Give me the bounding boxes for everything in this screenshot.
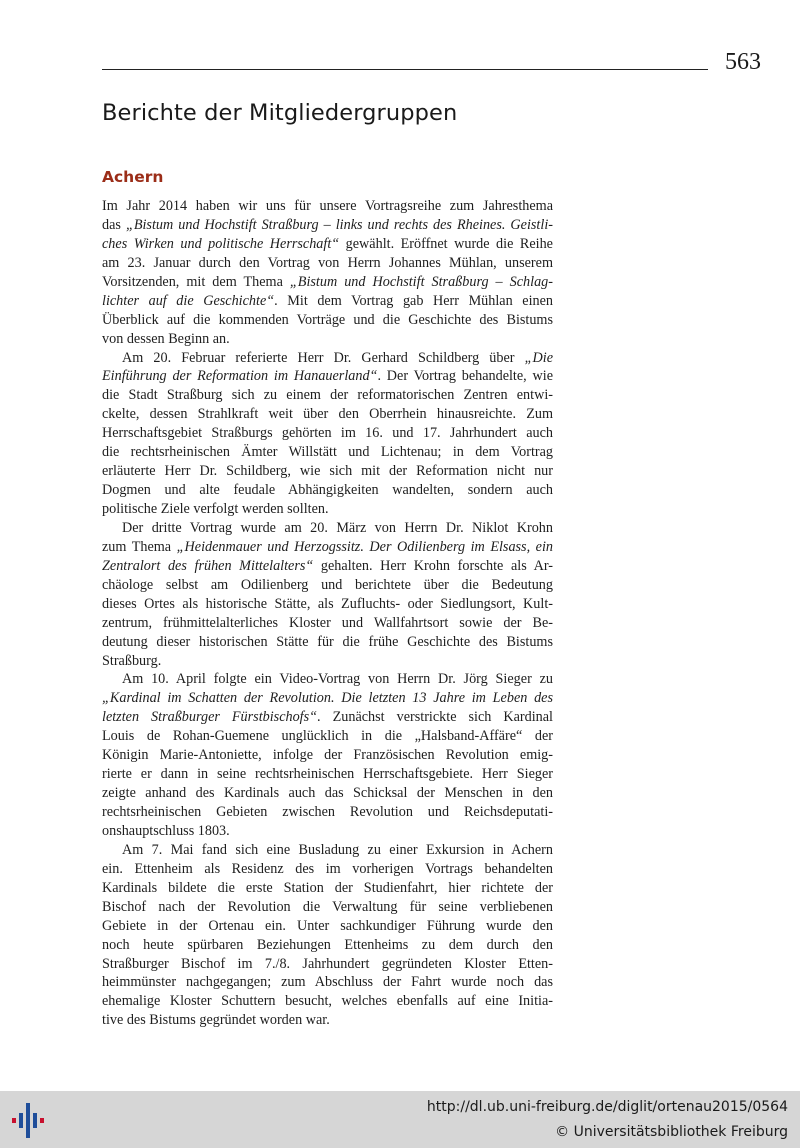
text-run: onshauptschluss 1803. [102,822,230,839]
text-run: . Der Vortrag behandelte, wie [377,368,554,385]
text-line [102,973,553,992]
text-line [102,765,553,784]
text-line [102,652,553,671]
text-run: Dogmen und alte feudale Abhängigkeiten wandelten, sondern auch [102,482,553,499]
italic-text: Zentralort des frühen Mittelalters“ [102,557,314,574]
text-line [102,216,553,235]
text-run: zentrum, frühmittelalterliches Kloster und Wallfahrtsort sowie der Be- [102,614,553,631]
text-line [102,311,553,330]
text-line [102,689,553,708]
text-line [102,727,553,746]
text-run: das [102,216,126,233]
subsection-title-achern: Achern [102,168,164,186]
text-run: Im Jahr 2014 haben wir uns für unsere Vortragsreihe zum Jahresthema [102,198,553,214]
text-run: gewählt. Eröffnet wurde die Reihe [339,235,553,252]
italic-text: letzten Straßburger Fürstbischofs“ [102,709,318,726]
footer-copyright: © Universitätsbibliothek Freiburg [555,1124,788,1140]
header-rule [102,69,708,70]
italic-text: „Die [524,349,553,366]
text-line [102,386,553,405]
text-run: Louis de Rohan-Guemene unglücklich in die „Halsband-Affäre“ der [102,728,553,745]
text-run: Am 10. April folgte ein Video-Vortrag von Herrn Dr. Jörg Sieger zu [122,671,553,688]
text-run: Bischof nach der Revolution die Verwaltung für seine verbliebenen [102,898,553,915]
page-number: 563 [725,49,761,75]
text-line [102,481,553,500]
text-line [102,576,553,595]
text-run: Herrschaftsgebiet Straßburgs gehörten im 16. und 17. Jahrhundert auch [102,425,553,442]
text-line [102,803,553,822]
text-run: Straßburger Bischof im 7./8. Jahrhundert gegründeten Kloster Etten- [102,955,553,972]
text-run: rierte er dann in seine rechtsrheinischen Herrschaftsgebiete. Herr Sieger [102,766,553,783]
text-run: Königin Marie-Antoniette, infolge der Französischen Revolution emig- [102,747,553,764]
text-line [102,614,553,633]
text-line [102,822,553,841]
italic-text: ches Wirken und politische Herrschaft“ [102,235,340,252]
text-run: Der dritte Vortrag wurde am 20. März von Herrn Dr. Niklot Krohn [122,519,553,536]
text-line [102,898,553,917]
text-run: rechtsrheinischen Gebieten zwischen Revolution und Reichsdeputati- [102,804,553,820]
article-body [102,197,553,1030]
paragraph [102,841,553,1030]
text-line [102,992,553,1011]
paragraph [102,519,553,671]
text-line [102,860,553,879]
text-line [102,917,553,936]
text-run: am 23. Januar durch den Vortrag von Herrn Johannes Mühlan, unserem [102,254,553,271]
text-run: Vorsitzenden, mit dem Thema [102,273,290,290]
text-run: Straßburg. [102,652,162,669]
footer-url-link[interactable]: http://dl.ub.uni-freiburg.de/diglit/ortenau2015/0564 [426,1099,788,1115]
italic-text: lichter auf die Geschichte“ [102,292,275,309]
text-line [102,443,553,462]
text-run: . Zunächst verstrickte sich Kardinal [317,709,554,726]
italic-text: „Heidenmauer und Herzogssitz. Der Odilienberg im Elsass, ein [176,538,553,555]
text-run: heimmünster nachgegangen; zum Abschluss der Fahrt wurde noch das [102,974,553,991]
text-run: Kardinals bildete die erste Station der Studienfahrt, hier richtete der [102,879,553,896]
text-line [102,367,553,386]
text-line [102,538,553,557]
paragraph [102,349,553,519]
text-line [102,254,553,273]
italic-text: „Kardinal im Schatten der Revolution. Die letzten 13 Jahre im Leben des [102,690,553,707]
text-run: ein. Ettenheim als Residenz des im vorherigen Vortrags behandelten [102,860,553,877]
text-run: Überblick auf die kommenden Vorträge und die Geschichte des Bistums [102,311,553,328]
text-run: . Mit dem Vortrag gab Herr Mühlan einen [274,292,553,309]
text-line [102,235,553,254]
paragraph [102,197,553,349]
text-run: Am 7. Mai fand sich eine Busladung zu einer Exkursion in Achern [122,841,553,858]
text-line [102,292,553,311]
text-line [102,955,553,974]
text-line [102,405,553,424]
text-line [102,273,553,292]
text-run: noch heute spürbaren Beziehungen Ettenheims zu dem durch den [102,936,553,953]
text-line [102,746,553,765]
footer-bar [0,1091,800,1148]
text-line [102,330,553,349]
text-line [102,462,553,481]
ub-freiburg-logo-icon [8,1099,52,1143]
text-line [102,500,553,519]
text-run: tive des Bistums gegründet worden war. [102,1012,330,1029]
text-run: dieses Ortes als historische Stätte, als Zufluchts- oder Siedlungsort, Kult- [102,595,553,612]
text-line [102,1011,553,1030]
text-run: die rechtsrheinischen Ämter Willstätt und Lichtenau; in dem Vortrag [102,444,553,461]
text-line [102,424,553,443]
text-line [102,349,553,368]
text-run: Gebiete in der Ortenau ein. Unter sachkundiger Führung wurde den [102,917,553,934]
text-run: von dessen Beginn an. [102,330,230,347]
text-line [102,879,553,898]
italic-text: „Bistum und Hochstift Straßburg – links und rechts des Rheines. Geistli- [125,216,553,233]
text-line [102,519,553,538]
text-run: chäologe selbst am Odilienberg und berichtete über die Bedeutung [102,576,553,593]
text-line [102,670,553,689]
text-run: deutung dieser historischen Stätte für die frühe Geschichte des Bistums [102,633,553,650]
text-run: Am 20. Februar referierte Herr Dr. Gerhard Schildberg über [122,349,525,366]
paragraph [102,670,553,840]
text-line [102,197,553,216]
text-run: die Stadt Straßburg sich zu einem der reformatorischen Zentren entwi- [102,387,553,404]
text-run: zeigte anhand des Kardinals auch das Schicksal der Menschen in den [102,785,553,802]
text-line [102,841,553,860]
italic-text: „Bistum und Hochstift Straßburg – Schlag- [289,273,553,290]
text-line [102,595,553,614]
text-run: zum Thema [102,538,177,555]
text-line [102,784,553,803]
text-run: gehalten. Herr Krohn forschte als Ar- [313,557,553,574]
text-line [102,708,553,727]
text-line [102,936,553,955]
text-run: ckelte, dessen Strahlkraft weit über den Oberrhein hinausreichte. Zum [102,406,553,423]
text-run: ehemalige Kloster Schuttern besucht, welches ebenfalls auf eine Initia- [102,993,553,1010]
text-run: erläuterte Herr Dr. Schildberg, wie sich mit der Reformation nicht nur [102,463,553,480]
text-line [102,557,553,576]
text-run: politische Ziele verfolgt werden sollten. [102,501,329,517]
italic-text: Einführung der Reformation im Hanauerland“ [102,368,378,385]
text-line [102,633,553,652]
section-title: Berichte der Mitgliedergruppen [102,100,458,126]
